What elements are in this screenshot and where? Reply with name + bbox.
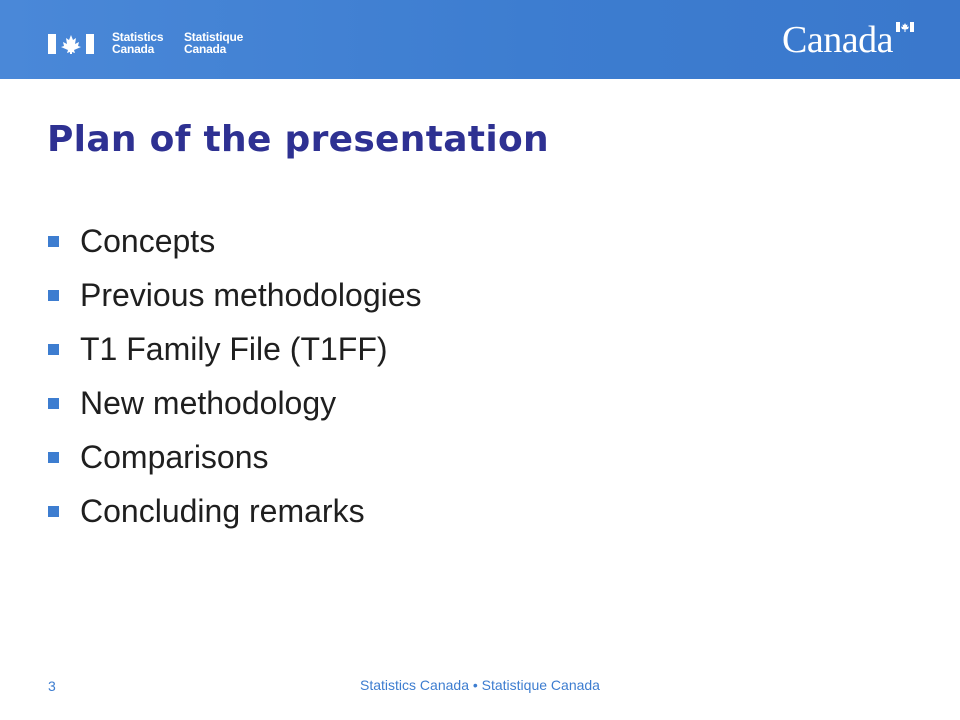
list-item (48, 484, 422, 538)
bullet-text: Comparisons (80, 439, 269, 475)
square-bullet-icon (48, 452, 59, 463)
footer-text: Statistics Canada • Statistique Canada (360, 677, 600, 693)
signature-fr-line2: Canada (184, 42, 227, 56)
signature-en-line2: Canada (112, 42, 155, 56)
list-item (48, 268, 422, 322)
square-bullet-icon (48, 344, 59, 355)
square-bullet-icon (48, 398, 59, 409)
signature-en-line1: Statistics (112, 30, 164, 44)
list-item (48, 376, 422, 430)
wordmark-text: Canada (782, 19, 893, 61)
signature-french (184, 31, 243, 55)
bullet-text: New methodology (80, 385, 337, 421)
bullet-text: Concepts (80, 223, 216, 259)
canada-wordmark (782, 20, 916, 60)
list-item (48, 322, 422, 376)
bullet-text: Concluding remarks (80, 493, 365, 529)
signature-fr-line1: Statistique (184, 30, 244, 44)
header-bar (0, 0, 960, 79)
square-bullet-icon (48, 506, 59, 517)
slide-title: Plan of the presentation (47, 119, 549, 160)
square-bullet-icon (48, 290, 59, 301)
page-number: 3 (48, 678, 56, 694)
list-item (48, 430, 422, 484)
wordmark-flag-icon (896, 22, 914, 32)
square-bullet-icon (48, 236, 59, 247)
list-item (48, 214, 422, 268)
bullet-text: T1 Family File (T1FF) (80, 331, 388, 367)
canada-flag-icon (48, 34, 94, 54)
bullet-list (48, 214, 422, 538)
bullet-text: Previous methodologies (80, 277, 422, 313)
signature-english (112, 31, 163, 55)
